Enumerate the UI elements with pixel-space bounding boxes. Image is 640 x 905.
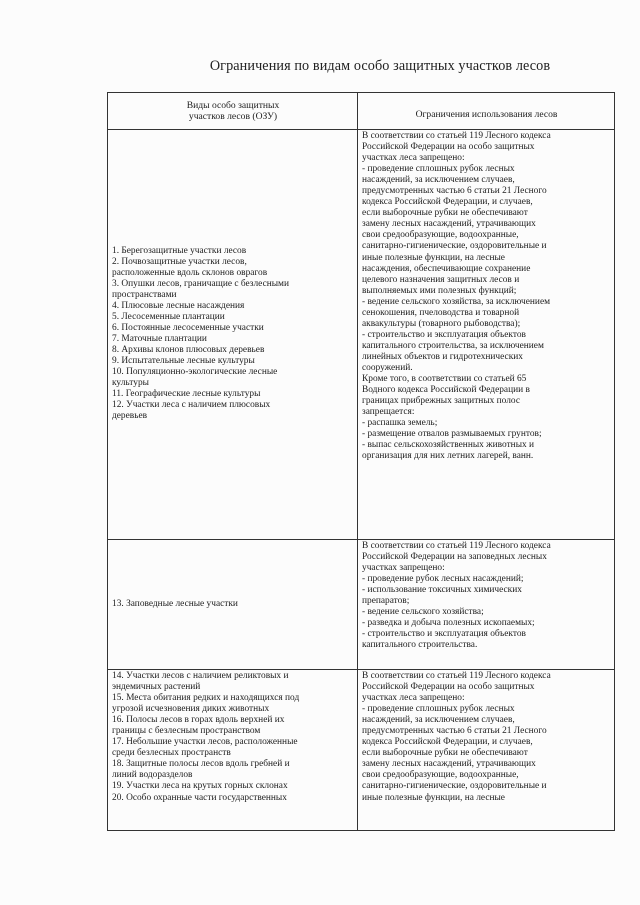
table-row [108,670,615,831]
ozu-types-cell: 14. Участки лесов с наличием реликтовых и эндемичных растений 15. Места обитания редких и находящихся под угрозой исчезновения диких животных 16. Полосы лесов в горах вдоль верхней их границы с безлесным пространством 17. Небольшие участки лесов, расположенные среди безлесных пространств 18. Защитные полосы лесов вдоль гребней и линий водоразделов 19. Участки леса на крутых горных склонах 20. Особо охранные части государственных [108,670,358,831]
restrictions-cell: В соответствии со статьей 119 Лесного кодекса Российской Федерации на особо защитных участках леса запрещено: - проведение сплошных рубок лесных насаждений, за исключением случаев, предусмотренных частью 6 статьи 21 Лесного кодекса Российской Федерации, и случаев, если выборочные рубки не обеспечивают замену лесных насаждений, утрачивающих свои средообразующие, водоохранные, санитарно-гигиенические, оздоровительные и иные полезные функции, на лесные [358,670,615,831]
table-header-row [108,93,615,130]
ozu-types-cell: 13. Заповедные лесные участки [108,540,358,670]
table-row [108,540,615,670]
table-row [108,130,615,540]
header-ozu-types: Виды особо защитных участков лесов (ОЗУ) [108,93,358,130]
restrictions-cell: В соответствии со статьей 119 Лесного кодекса Российской Федерации на особо защитных участках леса запрещено: - проведение сплошных рубок лесных насаждений, за исключением случаев, предусмотренных частью 6 статьи 21 Лесного кодекса Российской Федерации, и случаев, если выборочные рубки не обеспечивают замену лесных насаждений, утрачивающих свои средообразующие, водоохранные, санитарно-гигиенические, оздоровительные и иные полезные функции, на лесные насаждения, обеспечивающие сохранение целевого назначения защитных лесов и выполняемых ими полезных функций; - ведение сельского хозяйства, за исключением сенокошения, пчеловодства и товарной аквакультуры (товарного рыбоводства); - строительство и эксплуатация объектов капитального строительства, за исключением линейных объектов и гидротехнических сооружений. Кроме того, в соответствии со статьей 65 Водного кодекса Российской Федерации в границах прибрежных защитных полос запрещается: - распашка земель; - размещение отвалов размываемых грунтов; - выпас сельскохозяйственных животных и организация для них летних лагерей, ванн. [358,130,615,540]
document-title: Ограничения по видам особо защитных участков лесов [209,58,551,74]
restrictions-cell: В соответствии со статьей 119 Лесного кодекса Российской Федерации на заповедных лесных участках запрещено: - проведение рубок лесных насаждений; - использование токсичных химических препаратов; - ведение сельского хозяйства; - разведка и добыча полезных ископаемых; - строительство и эксплуатация объектов капитального строительства. [358,540,615,670]
ozu-restrictions-table [107,92,615,831]
ozu-types-cell: 1. Берегозащитные участки лесов 2. Почвозащитные участки лесов, расположенные вдоль склонов оврагов 3. Опушки лесов, граничащие с безлесными пространствами 4. Плюсовые лесные насаждения 5. Лесосеменные плантации 6. Постоянные лесосеменные участки 7. Маточные плантации 8. Архивы клонов плюсовых деревьев 9. Испытательные лесные культуры 10. Популяционно-экологические лесные культуры 11. Географические лесные культуры 12. Участки леса с наличием плюсовых деревьев [108,130,358,540]
header-restrictions: Ограничения использования лесов [358,93,615,130]
